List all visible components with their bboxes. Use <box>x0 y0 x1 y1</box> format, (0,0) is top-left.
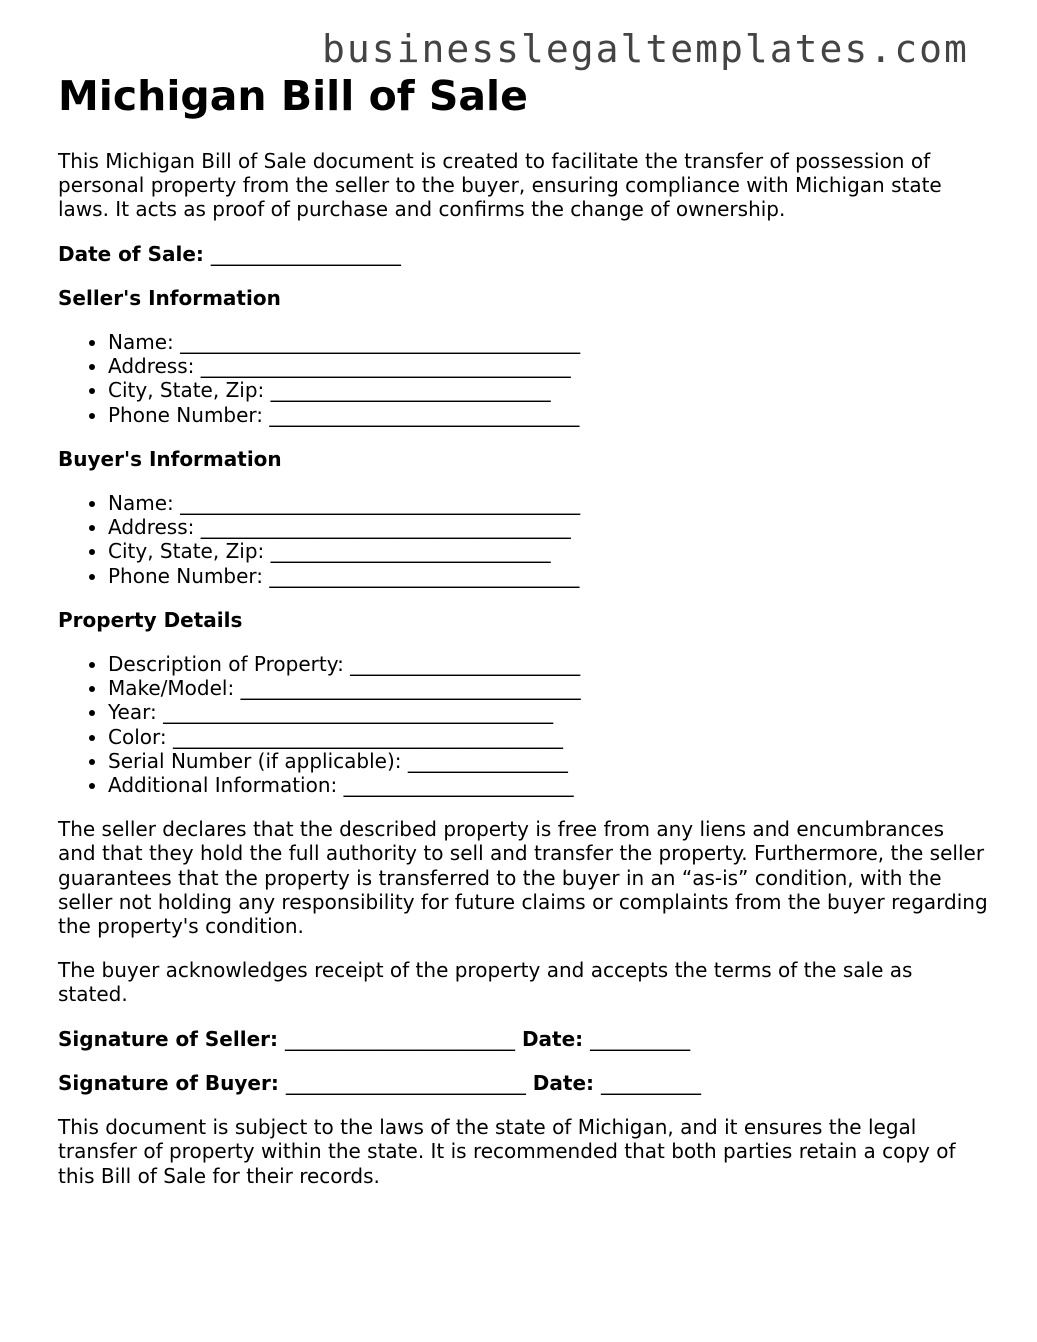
field-blank: _______________________________ <box>269 402 580 427</box>
buyer-address-item <box>108 515 988 539</box>
buyer-signature-line <box>58 1071 988 1095</box>
field-blank: ____________________________ <box>270 378 551 403</box>
buyer-info-heading: Buyer's Information <box>58 446 282 471</box>
seller-signature-label: Signature of Seller: <box>58 1026 279 1051</box>
field-blank: _____________________________________ <box>200 354 571 379</box>
buyer-date-label: Date: <box>532 1070 595 1095</box>
field-blank: ________________ <box>407 748 568 773</box>
seller-city-state-zip-item <box>108 378 988 402</box>
seller-name-item <box>108 330 988 354</box>
field-blank: _______________________________ <box>269 563 580 588</box>
seller-date-label: Date: <box>521 1026 584 1051</box>
buyer-phone-item <box>108 564 988 588</box>
document-body <box>58 149 988 1208</box>
seller-signature-line <box>58 1027 988 1051</box>
property-make-model-item <box>108 676 988 700</box>
field-label: Name: <box>108 330 174 355</box>
field-label: Year: <box>108 700 157 725</box>
field-label: Name: <box>108 491 174 516</box>
property-color-item <box>108 725 988 749</box>
property-additional-info-item <box>108 773 988 797</box>
site-watermark: businesslegaltemplates.com <box>322 27 969 71</box>
field-label: Color: <box>108 724 167 749</box>
property-year-item <box>108 700 988 724</box>
property-details-heading: Property Details <box>58 607 243 632</box>
closing-paragraph: This document is subject to the laws of the state of Michigan, and it ensures the legal transfer of property within the state. It is recommended that both parties retain a copy of this Bill of Sale for their records. <box>58 1115 956 1188</box>
property-details-list <box>58 652 988 797</box>
date-of-sale-line <box>58 242 988 266</box>
field-label: Phone Number: <box>108 563 264 588</box>
buyer-signature-label: Signature of Buyer: <box>58 1070 279 1095</box>
seller-declaration-paragraph: The seller declares that the described property is free from any liens and encumbrances and that they hold the full authority to sell and transfer the property. Furthermore, the seller guarantees that the property is transferred to the buyer in an “as-is” condition, with the seller not holding any responsibility for future claims or complaints from the buyer regarding the property's condition. <box>58 817 988 939</box>
field-label: Make/Model: <box>108 676 235 701</box>
field-label: Description of Property: <box>108 652 344 677</box>
property-serial-number-item <box>108 749 988 773</box>
field-blank: ________________________________________ <box>180 491 581 516</box>
date-of-sale-label: Date of Sale: <box>58 241 204 266</box>
seller-info-list <box>58 330 988 427</box>
seller-info-heading: Seller's Information <box>58 285 281 310</box>
field-blank: __________________________________ <box>240 676 581 701</box>
field-label: City, State, Zip: <box>108 378 265 403</box>
buyer-info-list <box>58 491 988 588</box>
buyer-city-state-zip-item <box>108 539 988 563</box>
seller-phone-item <box>108 403 988 427</box>
field-blank: _____________________________________ <box>200 515 571 540</box>
field-label: Additional Information: <box>108 773 338 798</box>
field-label: Phone Number: <box>108 402 264 427</box>
intro-paragraph: This Michigan Bill of Sale document is created to facilitate the transfer of possession of personal property from the seller to the buyer, ensuring compliance with Michigan state laws. It acts as proof of purchase and confirms the change of ownership. <box>58 149 942 222</box>
page-title: Michigan Bill of Sale <box>58 72 528 120</box>
field-blank: _______________________________________ <box>163 700 554 725</box>
field-blank: _______________________ <box>350 652 581 677</box>
seller-address-item <box>108 354 988 378</box>
field-label: Serial Number (if applicable): <box>108 748 402 773</box>
buyer-name-item <box>108 491 988 515</box>
field-label: Address: <box>108 354 195 379</box>
buyer-acknowledgement-paragraph: The buyer acknowledges receipt of the property and accepts the terms of the sale as stated. <box>58 958 913 1007</box>
buyer-date-blank: __________ <box>601 1070 701 1095</box>
field-blank: _______________________ <box>343 773 574 798</box>
seller-signature-blank: _______________________ <box>284 1026 515 1051</box>
property-description-item <box>108 652 988 676</box>
field-blank: ____________________________ <box>270 539 551 564</box>
date-of-sale-blank: ___________________ <box>210 241 401 266</box>
field-label: Address: <box>108 515 195 540</box>
field-label: City, State, Zip: <box>108 539 265 564</box>
seller-date-blank: __________ <box>590 1026 691 1051</box>
field-blank: ________________________________________ <box>180 330 581 355</box>
field-blank: _______________________________________ <box>172 724 563 749</box>
buyer-signature-blank: ________________________ <box>285 1070 526 1095</box>
